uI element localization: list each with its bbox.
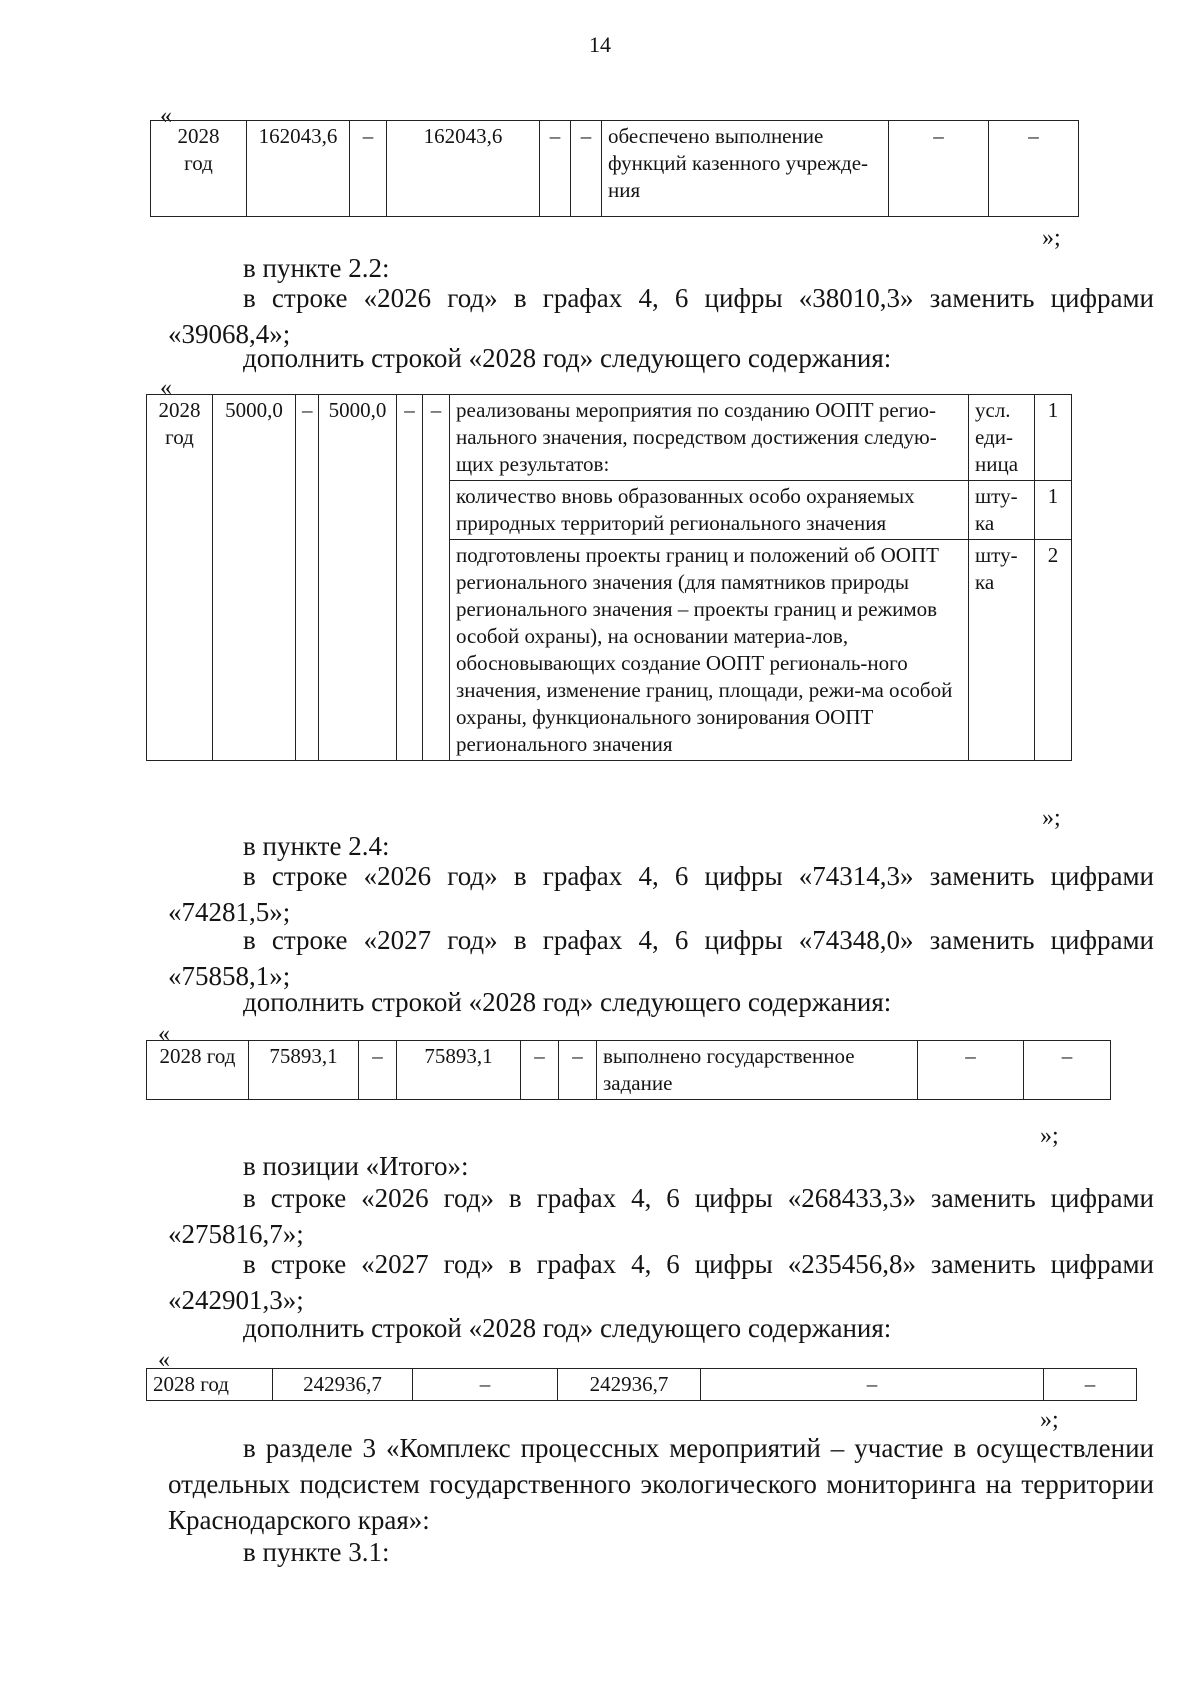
value-cell: 2: [1035, 540, 1072, 761]
value-cell: 1: [1035, 395, 1072, 481]
value-cell: –: [989, 121, 1079, 217]
paragraph-itogo-add: дополнить строкой «2028 год» следующего содержания:: [243, 1313, 892, 1343]
dash-cell: –: [413, 1369, 558, 1401]
total-cell: 162043,6: [247, 121, 350, 217]
paragraph-itogo: в позиции «Итого»:: [243, 1151, 469, 1181]
dash-cell: –: [1044, 1369, 1137, 1401]
total-cell: 75893,1: [249, 1041, 359, 1100]
close-quote: »;: [1040, 1123, 1059, 1149]
dash-cell: –: [423, 395, 450, 761]
regional-budget-cell: 75893,1: [397, 1041, 521, 1100]
result-cell: количество вновь образованных особо охраняемых природных территорий регионального значения: [450, 481, 969, 540]
unit-cell: –: [889, 121, 989, 217]
year-cell: 2028 год: [147, 1041, 249, 1100]
paragraph-2-4-add: дополнить строкой «2028 год» следующего содержания:: [243, 987, 892, 1017]
table-2028-oopt: [146, 394, 1072, 761]
open-quote: «: [158, 1347, 170, 1373]
paragraph-punkt-2-4: в пункте 2.4:: [243, 831, 390, 861]
result-cell: выполнено государственное задание: [597, 1041, 918, 1100]
dash-cell: –: [540, 121, 571, 217]
result-cell: подготовлены проекты границ и положений об ООПТ регионального значения (для памятников природы регионального значения – проекты границ и режимов особой охраны), на основании материа-лов, обосновывающих создание ООПТ региональ-ного значения, изменение границ, площади, режи-ма особой охраны, функционального зонирования ООПТ регионального значения: [450, 540, 969, 761]
table-2028-kazennoe: [150, 120, 1079, 217]
paragraph-2-4-row-2026: в строке «2026 год» в графах 4, 6 цифры «74314,3» заменить цифрами «74281,5»;: [168, 861, 1154, 927]
open-quote: «: [158, 1021, 170, 1047]
table-2028-itogo: [146, 1368, 1137, 1401]
total-cell: 5000,0: [213, 395, 296, 761]
open-quote: «: [160, 375, 172, 401]
unit-cell: шту-ка: [969, 481, 1035, 540]
unit-cell: шту-ка: [969, 540, 1035, 761]
year-cell: 2028 год: [147, 395, 213, 761]
result-cell: обеспечено выполнение функций казенного учрежде-ния: [602, 121, 889, 217]
page-number: 14: [589, 32, 611, 57]
paragraph-2-4-row-2027: в строке «2027 год» в графах 4, 6 цифры «74348,0» заменить цифрами «75858,1»;: [168, 925, 1154, 991]
total-cell: 242936,7: [273, 1369, 413, 1401]
paragraph-itogo-row-2027: в строке «2027 год» в графах 4, 6 цифры «235456,8» заменить цифрами «242901,3»;: [168, 1249, 1154, 1315]
result-cell: реализованы мероприятия по созданию ООПТ регио-нального значения, посредством достижения следую-щих результатов:: [450, 395, 969, 481]
regional-budget-cell: 242936,7: [558, 1369, 701, 1401]
paragraph-punkt-2-2: в пункте 2.2:: [243, 253, 390, 283]
regional-budget-cell: 162043,6: [387, 121, 540, 217]
close-quote: »;: [1042, 805, 1061, 831]
dash-cell: –: [559, 1041, 597, 1100]
paragraph-2-2-row-2026: в строке «2026 год» в графах 4, 6 цифры «38010,3» заменить цифрами «39068,4»;: [168, 283, 1154, 349]
dash-cell: –: [359, 1041, 397, 1100]
paragraph-itogo-row-2026: в строке «2026 год» в графах 4, 6 цифры «268433,3» заменить цифрами «275816,7»;: [168, 1183, 1154, 1249]
close-quote: »;: [1042, 225, 1061, 251]
paragraph-punkt-3-1: в пункте 3.1:: [243, 1537, 390, 1567]
regional-budget-cell: 5000,0: [319, 395, 397, 761]
unit-cell: –: [918, 1041, 1024, 1100]
dash-cell: –: [296, 395, 319, 761]
dash-cell: –: [397, 395, 423, 761]
unit-cell: усл. еди-ница: [969, 395, 1035, 481]
table-2028-gos-zadanie: [146, 1040, 1111, 1100]
value-cell: 1: [1035, 481, 1072, 540]
dash-cell: –: [521, 1041, 559, 1100]
value-cell: –: [1024, 1041, 1111, 1100]
year-cell: 2028 год: [151, 121, 247, 217]
open-quote: «: [160, 103, 172, 129]
dash-cell: –: [571, 121, 602, 217]
dash-cell: –: [350, 121, 387, 217]
paragraph-section-3: в разделе 3 «Комплекс процессных мероприятий – участие в осуществлении отдельных подсистем государственного экологического мониторинга на территории Краснодарского края»:: [168, 1433, 1154, 1535]
close-quote: »;: [1040, 1407, 1059, 1433]
year-cell: 2028 год: [147, 1369, 273, 1401]
paragraph-2-2-add: дополнить строкой «2028 год» следующего содержания:: [243, 343, 892, 373]
dash-cell: –: [701, 1369, 1044, 1401]
